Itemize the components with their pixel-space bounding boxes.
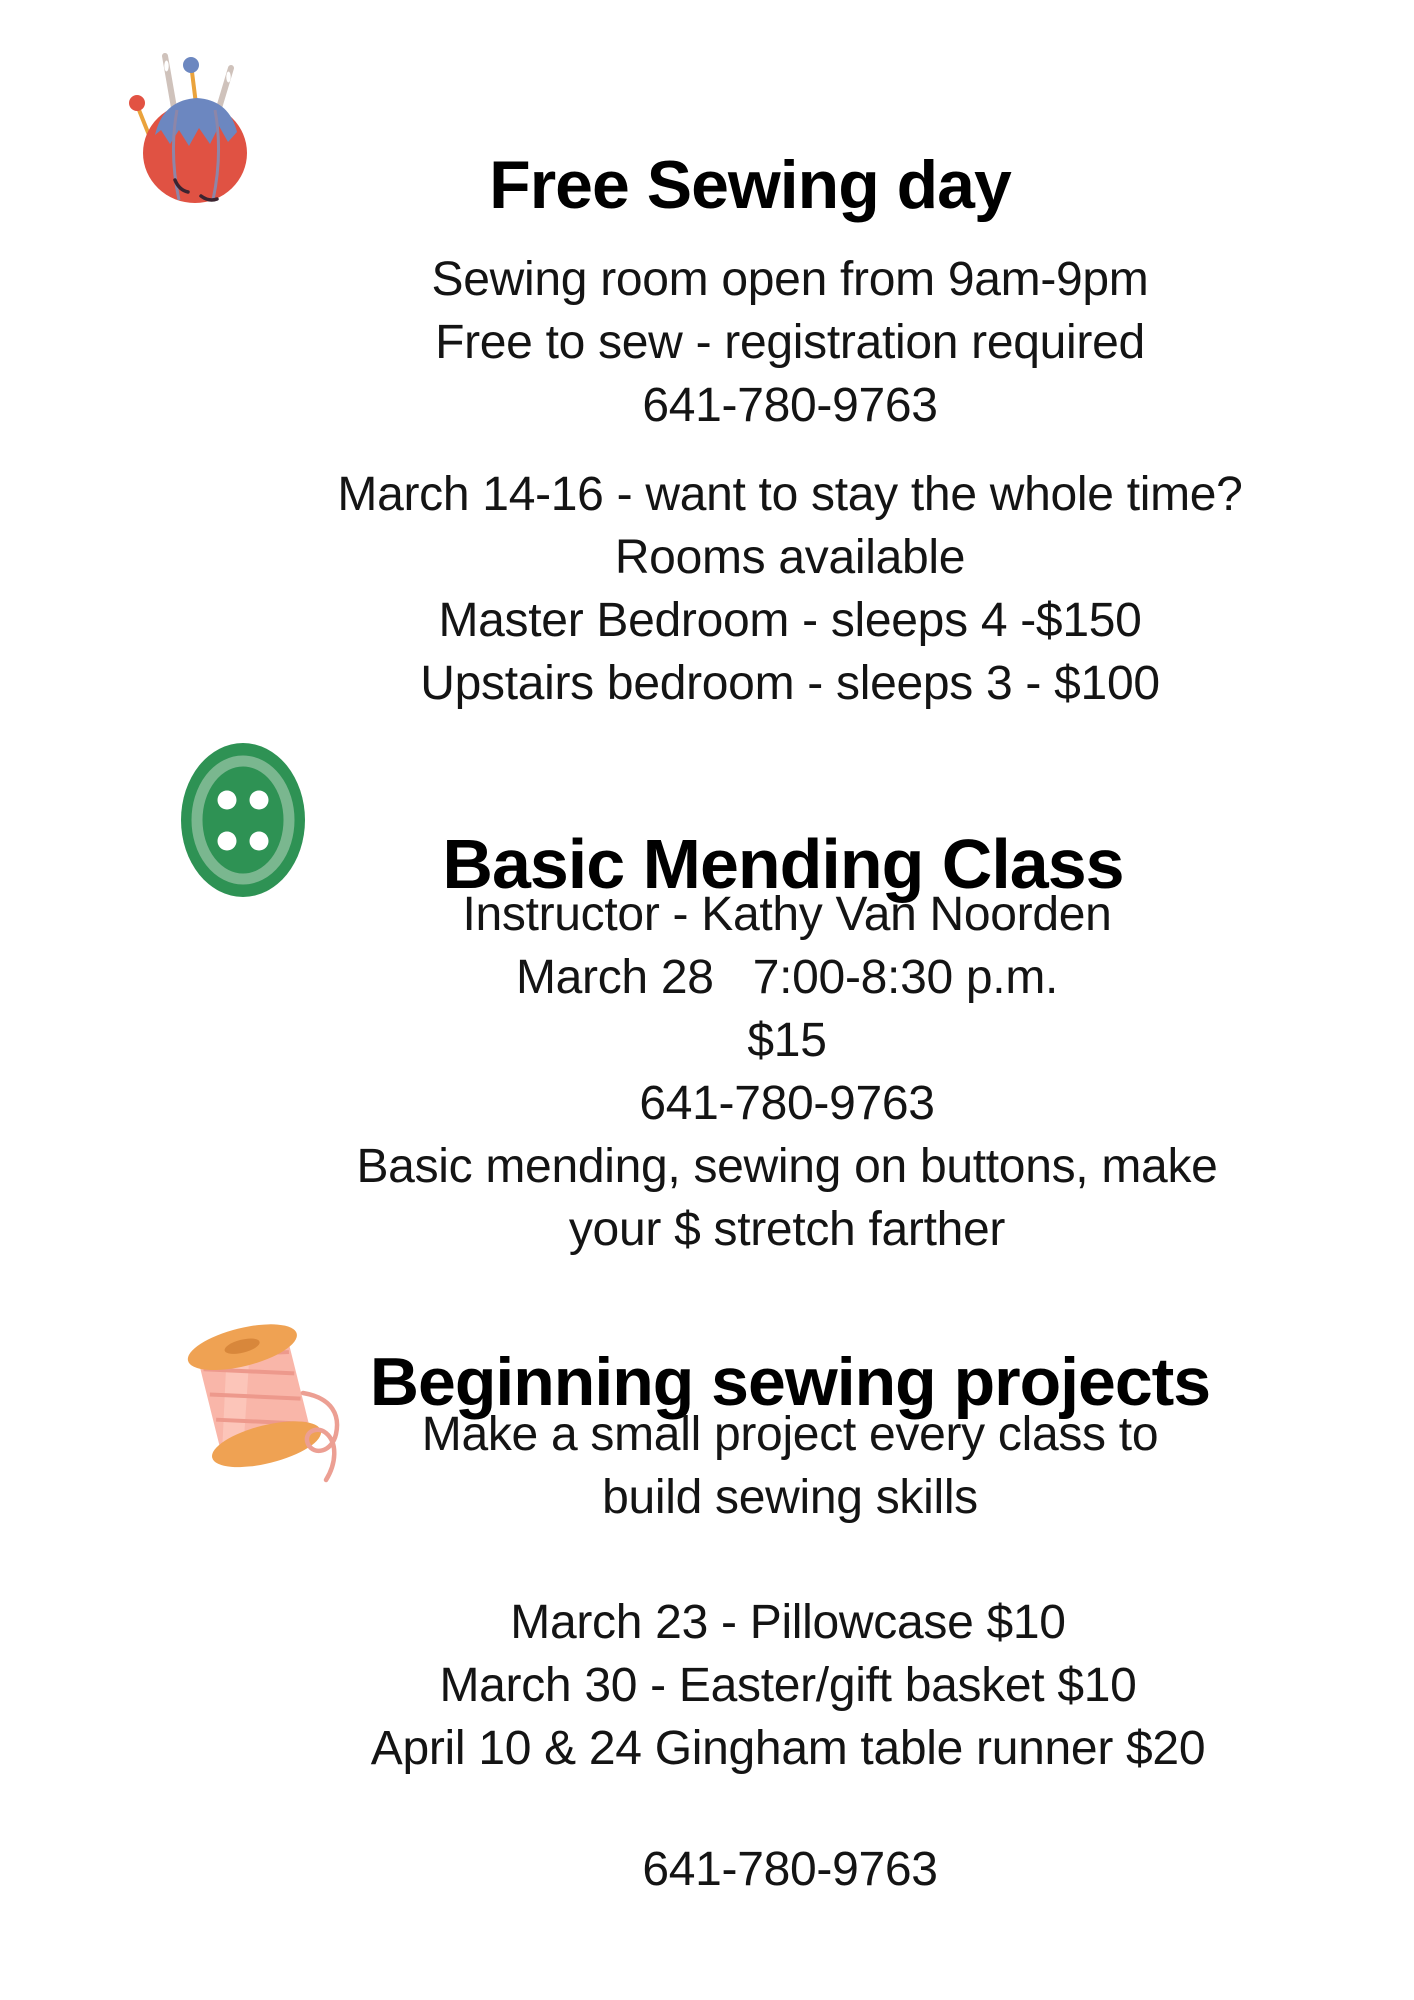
mending-class-details (356, 883, 1217, 1261)
section-title-basic-mending-class: Basic Mending Class (442, 824, 1124, 903)
text-line: Sewing room open from 9am-9pm (431, 253, 1149, 306)
projects-description (422, 1403, 1158, 1529)
text-line: Make a small project every class to (421, 1408, 1159, 1461)
sewing-day-info (432, 248, 1149, 437)
text-line: March 28 7:00-8:30 p.m. (515, 951, 1059, 1004)
section-title-free-sewing-day: Free Sewing day (489, 146, 1011, 223)
price-text: $15 (747, 1014, 827, 1067)
text-line: Master Bedroom - sleeps 4 -$150 (438, 594, 1142, 647)
section-title-beginning-sewing-projects: Beginning sewing projects (369, 1343, 1211, 1420)
phone-number: 641-780-9763 (642, 1843, 938, 1896)
text-line: April 10 & 24 Gingham table runner $20 (370, 1722, 1206, 1775)
phone-number: 641-780-9763 (639, 1077, 935, 1130)
thread-spool-icon (168, 1298, 348, 1490)
text-line: Instructor - Kathy Van Noorden (462, 888, 1112, 941)
text-line: Basic mending, sewing on buttons, make (356, 1140, 1218, 1193)
footer-phone (642, 1838, 937, 1901)
text-line: Upstairs bedroom - sleeps 3 - $100 (420, 657, 1160, 710)
button-icon (180, 742, 306, 898)
text-line: your $ stretch farther (568, 1203, 1006, 1256)
phone-number: 641-780-9763 (642, 379, 938, 432)
sewing-day-lodging (337, 463, 1242, 715)
pincushion-icon (125, 50, 270, 205)
text-line: March 14-16 - want to stay the whole time? (337, 468, 1243, 521)
text-line: Rooms available (614, 531, 966, 584)
text-line: Free to sew - registration required (435, 316, 1145, 369)
projects-schedule (371, 1591, 1205, 1780)
text-line: build sewing skills (602, 1471, 978, 1524)
text-line: March 30 - Easter/gift basket $10 (439, 1659, 1137, 1712)
text-line: March 23 - Pillowcase $10 (510, 1596, 1066, 1649)
